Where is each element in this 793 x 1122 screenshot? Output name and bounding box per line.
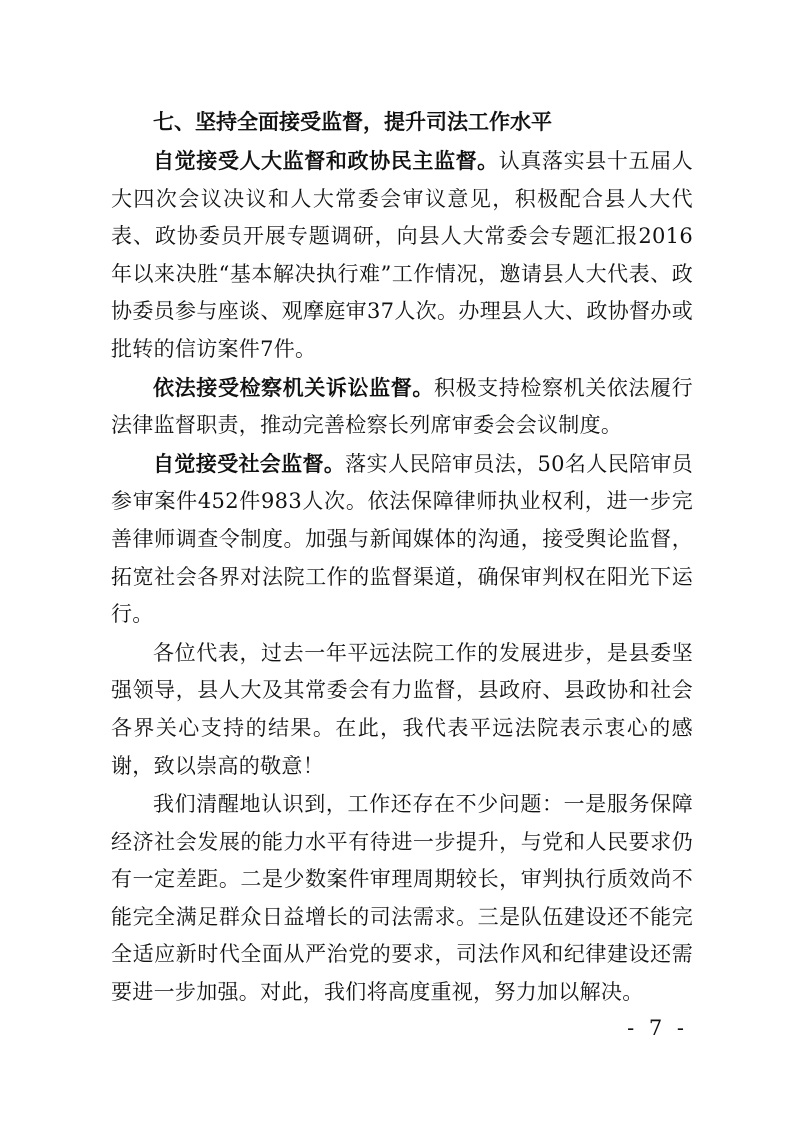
page-number: - 7 - <box>627 1016 688 1040</box>
paragraph-npc-cppcc-supervision <box>111 143 693 369</box>
paragraph-procuratorate-supervision <box>111 370 693 445</box>
paragraph-body: 落实人民陪审员法，50名人民陪审员参审案件452件983人次。依法保障律师执业权利，进一步完善律师调查令制度。加强与新闻媒体的沟通，接受舆论监督，拓宽社会各界对法院工作的监督渠道，确保审判权在阳光下运行。 <box>111 451 693 627</box>
paragraph-social-supervision <box>111 446 693 634</box>
paragraph-body: 各位代表，过去一年平远法院工作的发展进步，是县委坚强领导，县人大及其常委会有力监督，县政府、县政协和社会各界关心支持的结果。在此，我代表平远法院表示衷心的感谢，致以崇高的敬意！ <box>111 640 693 778</box>
paragraph-problems <box>111 786 693 1012</box>
paragraph-lead: 自觉接受社会监督。 <box>153 451 346 476</box>
section-heading: 七、坚持全面接受监督，提升司法工作水平 <box>153 110 552 134</box>
document-body <box>111 104 693 1012</box>
paragraph-body: 我们清醒地认识到，工作还存在不少问题：一是服务保障经济社会发展的能力水平有待进一步提升，与党和人民要求仍有一定差距。二是少数案件审理周期较长，审判执行质效尚不能完全满足群众日益增长的司法需求。三是队伍建设还不能完全适应新时代全面从严治党的要求，司法作风和纪律建设还需要进一步加强。对此，我们将高度重视，努力加以解决。 <box>111 792 693 1005</box>
paragraph-body: 认真落实县十五届人大四次会议决议和人大常委会审议意见，积极配合县人大代表、政协委员开展专题调研，向县人大常委会专题汇报2016年以来决胜“基本解决执行难”工作情况，邀请县人大代表、政协委员参与座谈、观摩庭审37人次。办理县人大、政协督办或批转的信访案件7件。 <box>111 149 693 361</box>
paragraph-lead: 依法接受检察机关诉讼监督。 <box>153 375 434 400</box>
paragraph-acknowledgement <box>111 635 693 785</box>
paragraph-body: 积极支持检察机关依法履行法律监督职责，推动完善检察长列席审委会会议制度。 <box>111 375 693 438</box>
paragraph-lead: 自觉接受人大监督和政协民主监督。 <box>153 149 499 173</box>
